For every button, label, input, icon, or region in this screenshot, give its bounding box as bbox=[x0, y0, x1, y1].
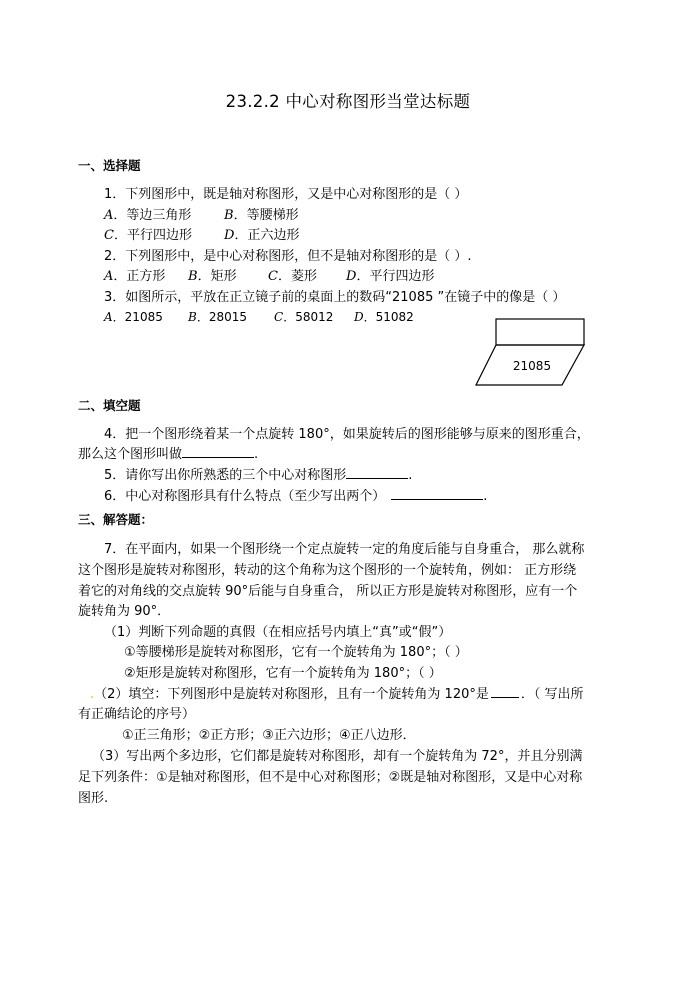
question-2-option-c: C．菱形 bbox=[268, 269, 317, 284]
question-4-line2: 那么这个图形叫做 . bbox=[78, 447, 259, 462]
question-3-option-b: B．28015 bbox=[188, 310, 248, 324]
question-4-line1: 4．把一个图形绕着某一个点旋转 180°，如果旋转后的图形能够与原来的图形重合， bbox=[104, 427, 590, 442]
mirror-figure bbox=[472, 318, 588, 388]
question-7-line2: 这个图形是旋转对称图形，转动的这个角称为这个图形的一个旋转角，例如： 正方形绕 bbox=[78, 563, 577, 578]
section-heading-fill: 二、填空题 bbox=[78, 398, 141, 413]
question-2-stem: 2．下列图形中，是中心对称图形，但不是轴对称图形的是（ ）. bbox=[104, 249, 472, 264]
question-7-part1-a: ①等腰梯形是旋转对称图形，它有一个旋转角为 180°；（ ） bbox=[124, 645, 468, 660]
question-7-part2-options: ①正三角形；②正方形；③正六边形；④正八边形． bbox=[122, 728, 416, 743]
question-5: 5．请你写出你所熟悉的三个中心对称图形 . bbox=[104, 468, 413, 483]
question-7-part2-line2: 有正确结论的序号） bbox=[78, 707, 196, 722]
question-3-option-a: A．21085 bbox=[104, 310, 163, 324]
section-heading-solve: 三、解答题： bbox=[78, 512, 154, 527]
answer-blank-5[interactable] bbox=[346, 466, 408, 479]
section-heading-choice: 一、选择题 bbox=[78, 158, 141, 173]
question-1-option-b: B．等腰梯形 bbox=[224, 208, 299, 223]
answer-blank-6[interactable] bbox=[391, 487, 483, 500]
question-2-option-a: A．正方形 bbox=[104, 269, 166, 284]
question-7-line4: 旋转角为 90°． bbox=[78, 604, 171, 619]
page-title: 23.2.2 中心对称图形当堂达标题 bbox=[225, 92, 471, 111]
question-3-stem: 3．如图所示，平放在正立镜子前的桌面上的数码“21085 ”在镜子中的像是（ ） bbox=[104, 290, 566, 305]
question-7-line1: 7．在平面内，如果一个图形绕一个定点旋转一定的角度后能与自身重合， 那么就称 bbox=[104, 542, 585, 557]
question-1-option-c: C．平行四边形 bbox=[104, 228, 192, 243]
question-7-line3: 着它的对角线的交点旋转 90°后能与自身重合， 所以正方形是旋转对称图形，应有一个 bbox=[78, 584, 578, 599]
mirror-rectangle bbox=[496, 319, 584, 345]
answer-blank-7-2[interactable] bbox=[491, 685, 519, 698]
question-7-part1: （1）判断下列命题的真假（在相应括号内填上“真”或“假”） bbox=[104, 625, 452, 640]
question-2-option-b: B．矩形 bbox=[188, 269, 237, 284]
question-1-option-d: D．正六边形 bbox=[224, 228, 300, 243]
question-7-part3-line3: 图形. bbox=[78, 791, 109, 806]
question-7-part2-line1: .（2）填空：下列图形中是旋转对称图形，且有一个旋转角为 120°是 ．（ 写出所 bbox=[90, 687, 584, 702]
question-1-stem: 1．下列图形中，既是轴对称图形，又是中心对称图形的是（ ） bbox=[104, 187, 468, 202]
question-3-option-d: D．51082 bbox=[354, 310, 414, 324]
figure-number: 21085 bbox=[512, 359, 552, 373]
question-7-part3-line2: 足下列条件：①是轴对称图形，但不是中心对称图形；②既是轴对称图形，又是中心对称 bbox=[78, 770, 583, 785]
question-1-option-a: A．等边三角形 bbox=[104, 208, 192, 223]
question-7-part1-b: ②矩形是旋转对称图形，它有一个旋转角为 180°；（ ） bbox=[124, 666, 442, 681]
question-2-option-d: D．平行四边形 bbox=[346, 269, 435, 284]
question-7-part3-line1: （3）写出两个多边形，它们都是旋转对称图形，却有一个旋转角为 72°，并且分别满 bbox=[92, 749, 583, 764]
question-3-option-c: C．58012 bbox=[274, 310, 334, 324]
question-6: 6．中心对称图形具有什么特点（至少写出两个） . bbox=[104, 489, 488, 504]
answer-blank-4[interactable] bbox=[182, 445, 254, 458]
